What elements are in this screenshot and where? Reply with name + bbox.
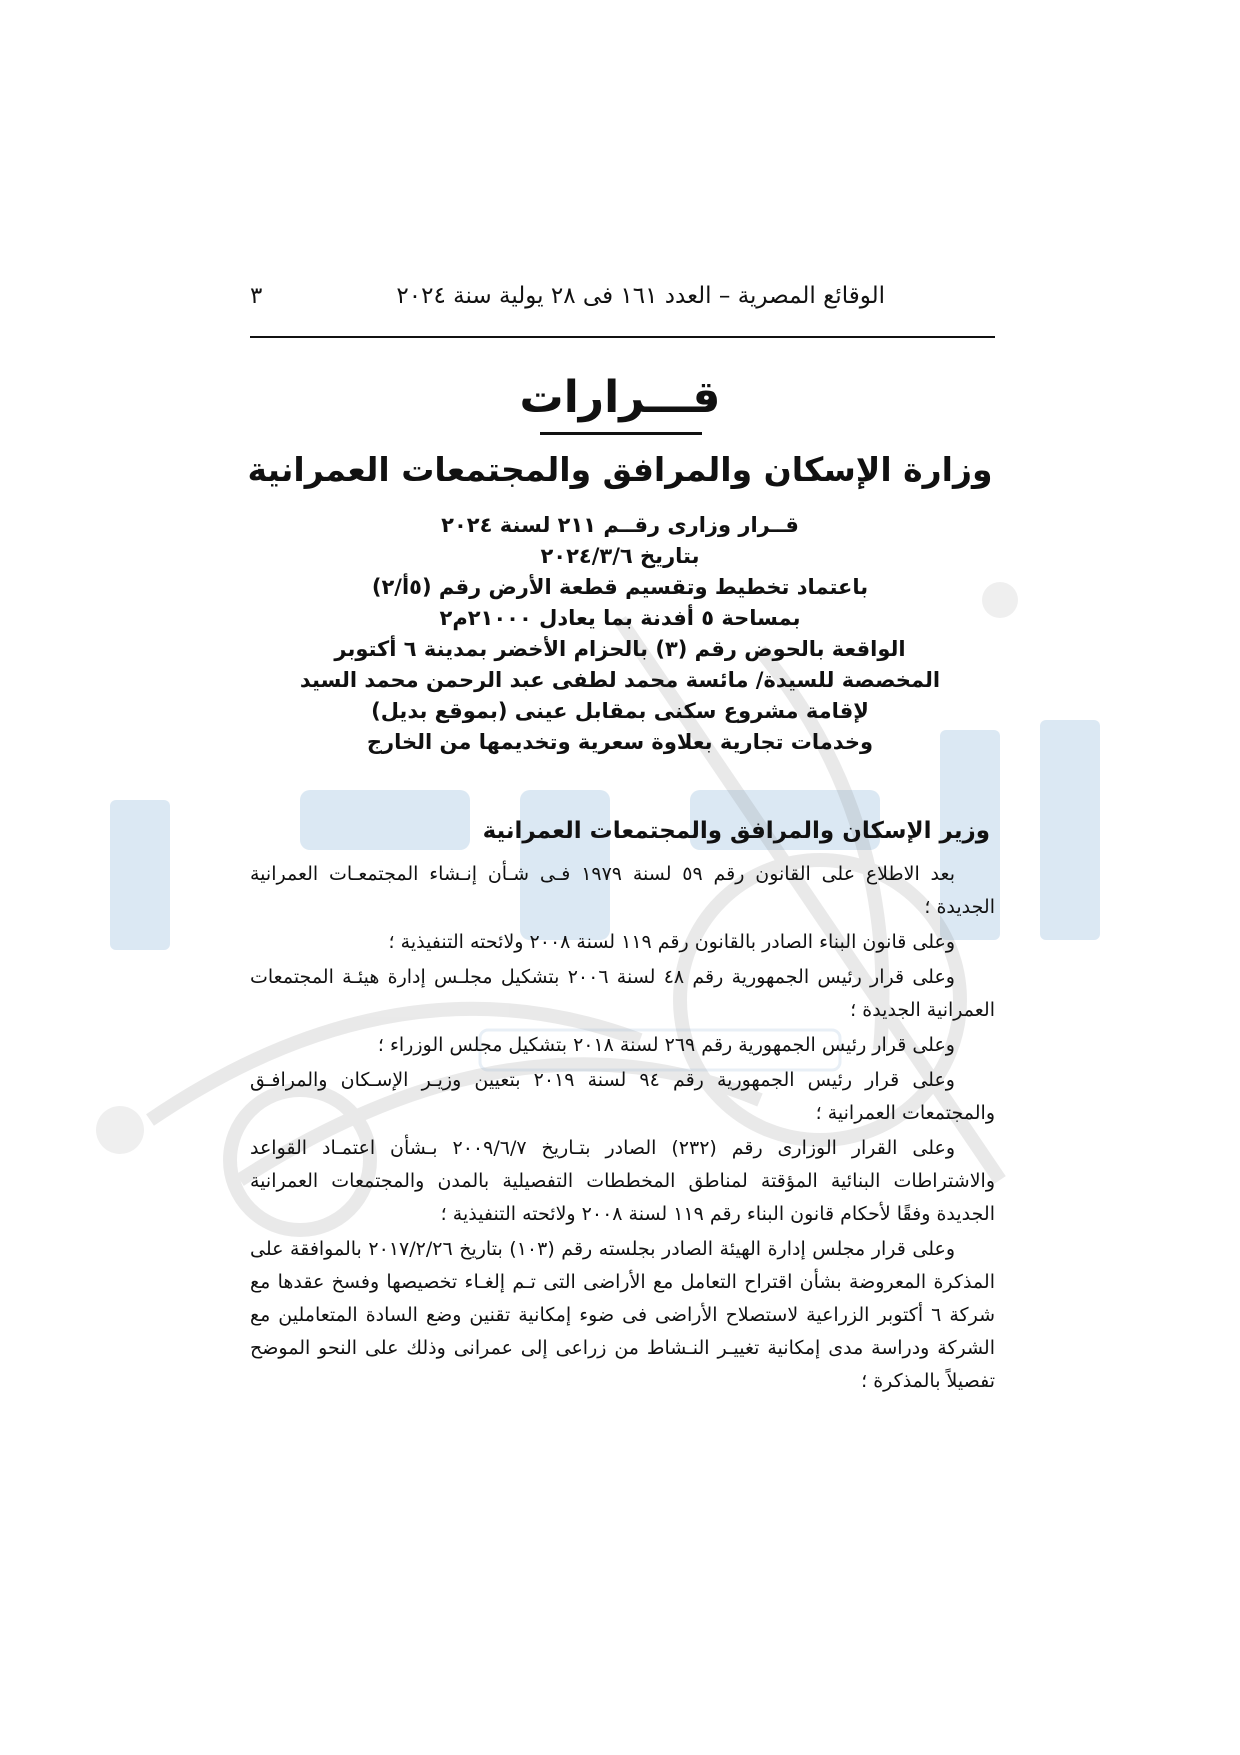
section-title: قـــرارات <box>519 372 721 423</box>
gazette-issue-line: الوقائع المصرية – العدد ١٦١ فى ٢٨ يولية سنة ٢٠٢٤ <box>396 283 885 309</box>
decree-heading-block <box>0 510 1240 758</box>
preamble-paragraph: وعلى قانون البناء الصادر بالقانون رقم ١١٩ لسنة ٢٠٠٨ ولائحته التنفيذية ؛ <box>388 931 955 953</box>
header-divider <box>250 336 995 338</box>
decree-body <box>250 858 995 1398</box>
preamble-paragraph: وعلى القرار الوزارى رقم (٢٣٢) الصادر بتـاريخ ٢٠٠٩/٦/٧ بـشأن اعتمـاد القواعد والاشتراطات البنائية المؤقتة لمناطق المخططات التفصيلية بالمدن والمجتمعات العمرانية الجديدة وفقًا لأحكام قانون البناء رقم ١١٩ لسنة ٢٠٠٨ ولائحته التنفيذية ؛ <box>250 1137 995 1225</box>
preamble-paragraph: بعد الاطلاع على القانون رقم ٥٩ لسنة ١٩٧٩ فـى شـأن إنـشاء المجتمعـات العمرانية الجديدة ؛ <box>250 863 995 918</box>
minister-heading: وزير الإسكان والمرافق والمجتمعات العمرانية <box>482 818 990 844</box>
decree-subject-line: باعتماد تخطيط وتقسيم قطعة الأرض رقم (٥أ/٢) <box>371 575 869 599</box>
decree-date: بتاريخ ٢٠٢٤/٣/٦ <box>540 544 700 568</box>
page-number: ٣ <box>250 283 263 309</box>
decree-subject-line: لإقامة مشروع سكنى بمقابل عينى (بموقع بديل) <box>371 699 869 723</box>
page-header <box>250 283 995 327</box>
decree-subject-line: الواقعة بالحوض رقم (٣) بالحزام الأخضر بمدينة ٦ أكتوبر <box>334 637 906 661</box>
decree-subject-line: وخدمات تجارية بعلاوة سعرية وتخديمها من الخارج <box>366 730 874 754</box>
decree-subject-line: المخصصة للسيدة/ مائسة محمد لطفى عبد الرحمن محمد السيد <box>299 668 941 692</box>
title-underline <box>540 432 702 435</box>
ministry-heading: وزارة الإسكان والمرافق والمجتمعات العمرانية <box>247 450 993 489</box>
preamble-paragraph: وعلى قرار رئيس الجمهورية رقم ٢٦٩ لسنة ٢٠١٨ بتشكيل مجلس الوزراء ؛ <box>377 1034 955 1056</box>
preamble-paragraph: وعلى قرار مجلس إدارة الهيئة الصادر بجلسته رقم (١٠٣) بتاريخ ٢٠١٧/٢/٢٦ بالموافقة على المذكرة المعروضة بشأن اقتراح التعامل مع الأراضى التى تـم إلغـاء تخصيصها وفسخ عقدها مع شركة ٦ أكتوبر الزراعية لاستصلاح الأراضى فى ضوء إمكانية تقنين وضع السادة المتعاملين مع الشركة ودراسة مدى إمكانية تغييـر النـشاط من زراعى إلى عمرانى وذلك على النحو الموضح تفصيلاً بالمذكرة ؛ <box>250 1238 995 1392</box>
preamble-paragraph: وعلى قرار رئيس الجمهورية رقم ٩٤ لسنة ٢٠١٩ بتعيين وزيـر الإسـكان والمرافـق والمجتمعات العمرانية ؛ <box>250 1069 995 1124</box>
decree-subject-line: بمساحة ٥ أفدنة بما يعادل ٢١٠٠٠م٢ <box>439 606 801 630</box>
preamble-paragraph: وعلى قرار رئيس الجمهورية رقم ٤٨ لسنة ٢٠٠٦ بتشكيل مجلـس إدارة هيئـة المجتمعات العمرانية الجديدة ؛ <box>250 966 995 1021</box>
decree-number: قــرار وزارى رقــم ٢١١ لسنة ٢٠٢٤ <box>441 513 799 537</box>
